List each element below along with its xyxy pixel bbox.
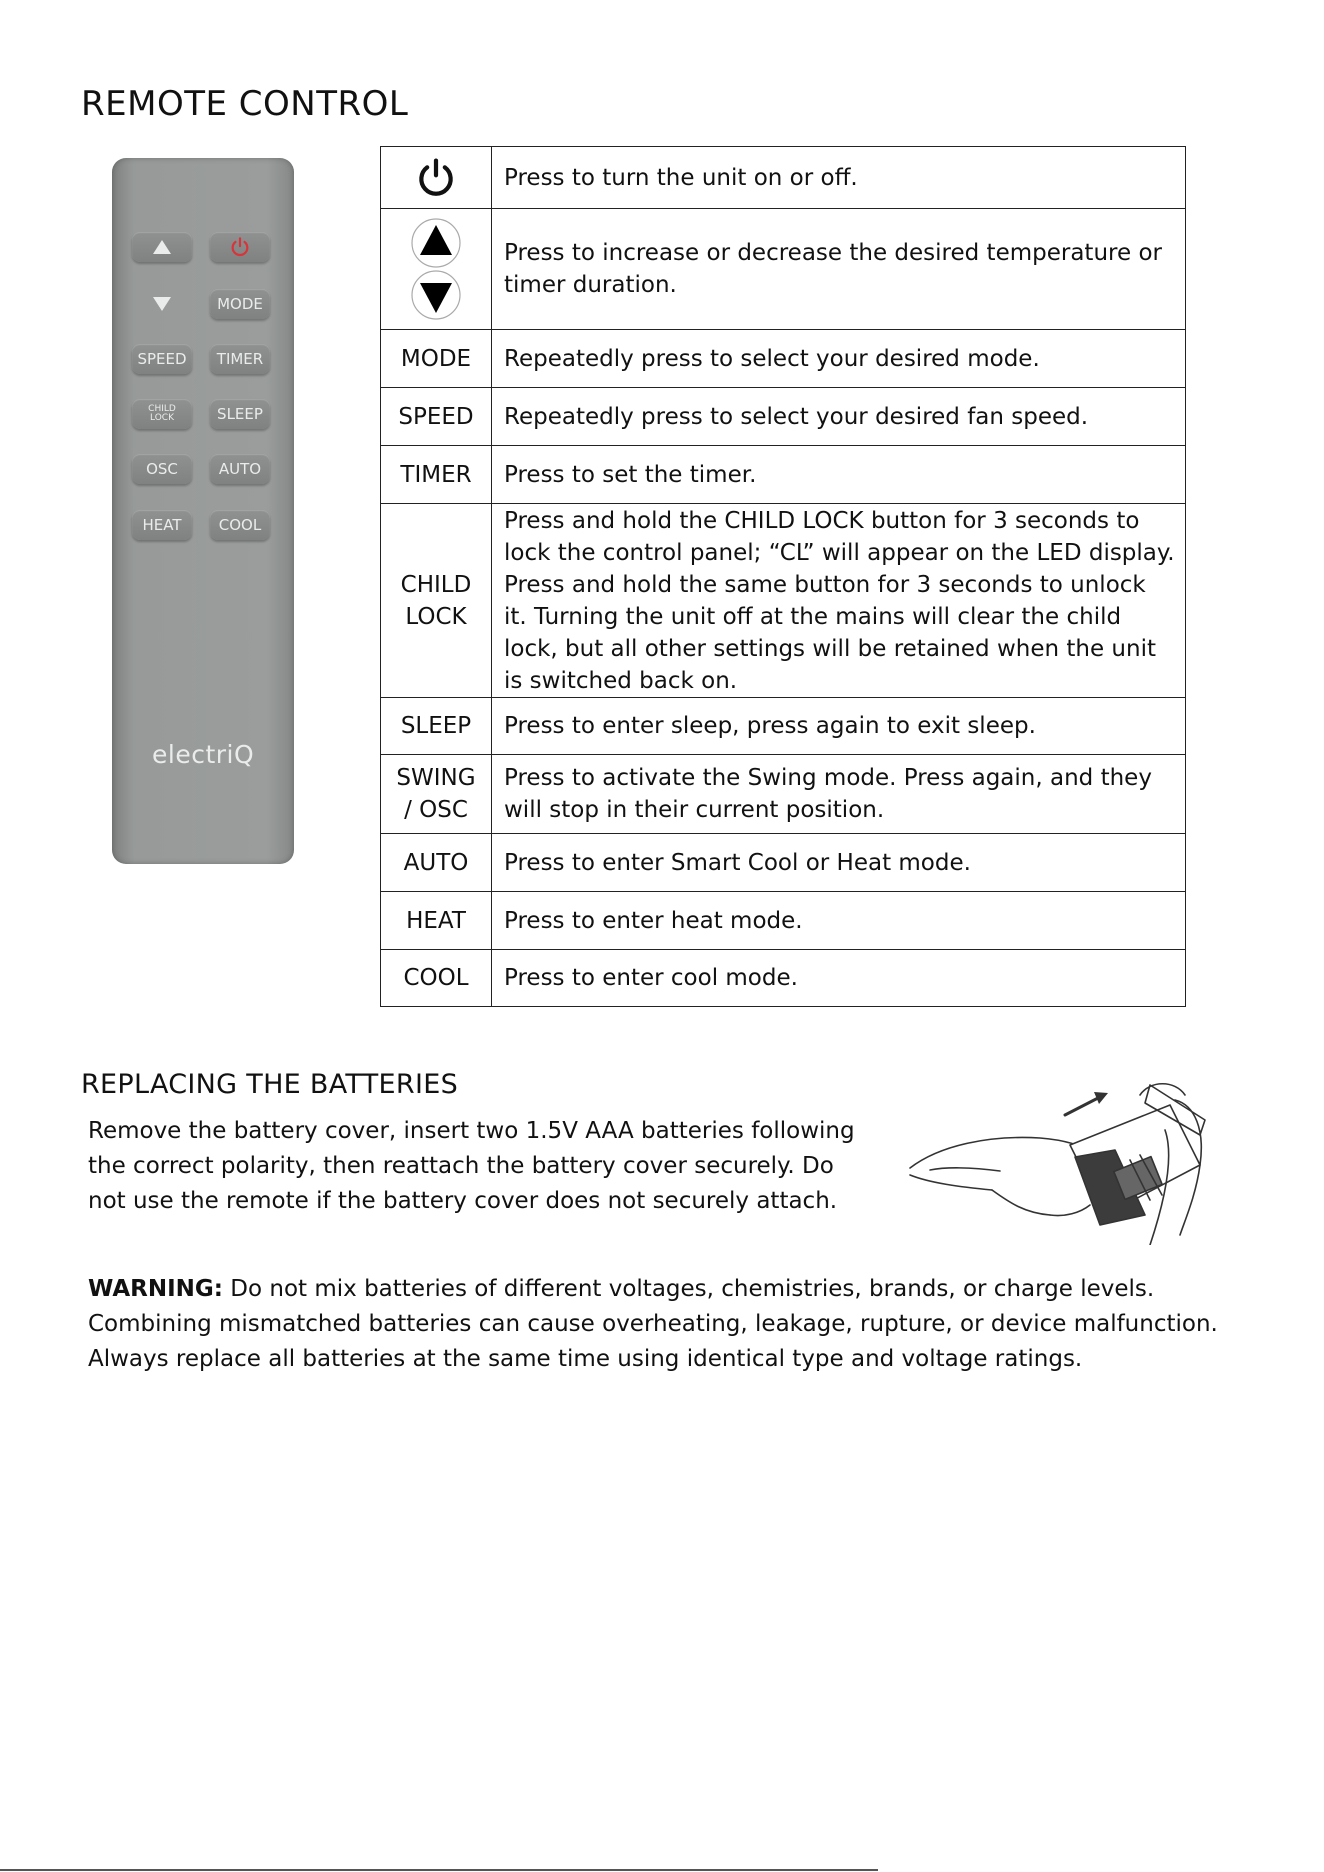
key-cell: AUTO (381, 834, 492, 892)
description-cell: Press to turn the unit on or off. (492, 147, 1186, 209)
remote-timer-button: TIMER (210, 344, 270, 374)
description-cell: Press to enter Smart Cool or Heat mode. (492, 834, 1186, 892)
key-cell: SPEED (381, 388, 492, 446)
power-icon (414, 156, 458, 200)
table-row (381, 330, 1186, 388)
triangle-down-icon (152, 296, 172, 312)
table-row (381, 209, 1186, 330)
description-cell: Repeatedly press to select your desired fan speed. (492, 388, 1186, 446)
remote-mode-button: MODE (210, 289, 270, 319)
table-row (381, 388, 1186, 446)
table-row (381, 892, 1186, 950)
remote-osc-button: OSC (132, 454, 192, 484)
key-line-2: / OSC (404, 797, 468, 823)
table-row (381, 446, 1186, 504)
key-cell (381, 209, 492, 330)
description-cell: Repeatedly press to select your desired mode. (492, 330, 1186, 388)
description-cell: Press to enter sleep, press again to exit sleep. (492, 698, 1186, 755)
warning-label: WARNING: (88, 1276, 223, 1302)
table-row (381, 755, 1186, 834)
power-icon (229, 236, 251, 258)
footer-divider (0, 1869, 878, 1871)
up-button (132, 232, 192, 262)
table-row (381, 950, 1186, 1007)
battery-replacement-illustration (900, 1075, 1220, 1245)
battery-warning (88, 1272, 1268, 1377)
down-button (132, 289, 192, 319)
key-cell: MODE (381, 330, 492, 388)
table-row (381, 504, 1186, 698)
key-cell: SLEEP (381, 698, 492, 755)
down-arrow-icon (410, 269, 462, 321)
battery-heading: REPLACING THE BATTERIES (81, 1069, 459, 1100)
key-line-2: LOCK (405, 603, 467, 630)
battery-instructions: Remove the battery cover, insert two 1.5V AAA batteries following the correct polarity, then reattach the battery cover securely. Do not use the remote if the battery cover does not securely attach. (88, 1118, 855, 1214)
table-row (381, 147, 1186, 209)
page-title: REMOTE CONTROL (81, 84, 409, 124)
key-cell (381, 147, 492, 209)
description-cell: Press to enter cool mode. (492, 950, 1186, 1007)
brand-logo: electriQ (152, 740, 255, 769)
key-cell: TIMER (381, 446, 492, 504)
remote-cool-button: COOL (210, 510, 270, 540)
key-cell (381, 755, 492, 834)
warning-text: Do not mix batteries of different voltages, chemistries, brands, or charge levels. Combining mismatched batteries can cause overheating, leakage, rupture, or device malfunction. Always replace all batteries at the same time using identical type and voltage ratings. (88, 1276, 1218, 1372)
controls-table (380, 146, 1186, 1007)
remote-lock-label: LOCK (150, 413, 174, 423)
table-row (381, 834, 1186, 892)
remote-sleep-button: SLEEP (210, 399, 270, 429)
description-cell: Press to increase or decrease the desired temperature or timer duration. (492, 209, 1186, 330)
description-cell: Press to set the timer. (492, 446, 1186, 504)
triangle-up-icon (152, 239, 172, 255)
remote-auto-button: AUTO (210, 454, 270, 484)
description-cell: Press and hold the CHILD LOCK button for 3 seconds to lock the control panel; “CL” will appear on the LED display. Press and hold the same button for 3 seconds to unlock it. Turning the unit off at the mains will clear the child lock, but all other settings will be retained when the unit is switched back on. (492, 504, 1186, 698)
key-line-1: SWING (396, 765, 476, 791)
power-button (210, 232, 270, 262)
key-cell: COOL (381, 950, 492, 1007)
table-row (381, 698, 1186, 755)
description-cell: Press to activate the Swing mode. Press again, and they will stop in their current position. (492, 755, 1186, 834)
key-cell (381, 504, 492, 698)
description-cell: Press to enter heat mode. (492, 892, 1186, 950)
remote-speed-button: SPEED (132, 344, 192, 374)
remote-heat-button: HEAT (132, 510, 192, 540)
up-arrow-icon (410, 217, 462, 269)
key-line-1: CHILD (400, 571, 472, 598)
key-cell: HEAT (381, 892, 492, 950)
remote-child-lock-button (132, 399, 192, 429)
remote-child-label: CHILD (148, 403, 176, 414)
